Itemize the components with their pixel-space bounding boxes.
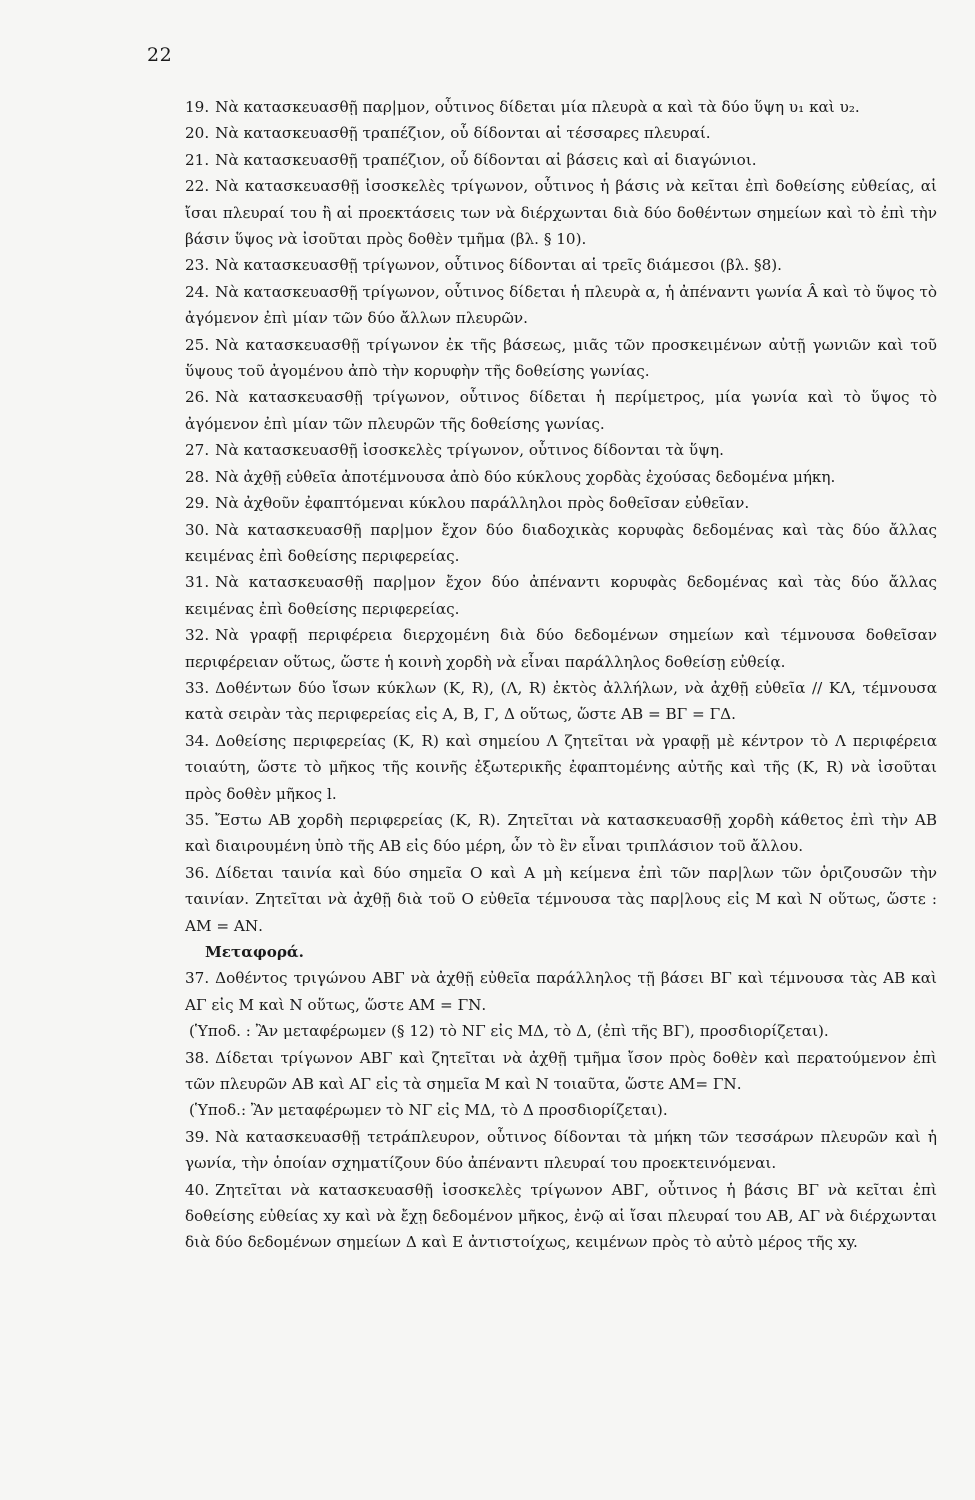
- exercise-number: 25.: [185, 335, 210, 354]
- exercise-text: Νὰ κατασκευασθῇ τραπέζιον, οὗ δίδονται αἱ βάσεις καὶ αἱ διαγώνιοι.: [215, 150, 757, 169]
- exercise-item: [185, 807, 937, 860]
- exercise-group-2: [185, 965, 937, 1255]
- exercise-text: Δοθείσης περιφερείας (Κ, R) καὶ σημείου Λ ζητεῖται νὰ γραφῇ μὲ κέντρον τὸ Λ περιφέρεια τοιαύτη, ὥστε τὸ μῆκος τῆς κοινῆς ἐξωτερικῆς ἐφαπτομένης αὐτῆς καὶ τῆς (Κ, R) νὰ ἰσοῦται πρὸς δοθὲν μῆκος l.: [185, 731, 937, 803]
- exercise-item: [185, 384, 937, 437]
- exercise-number: 27.: [185, 441, 210, 460]
- exercise-item: [185, 437, 937, 463]
- exercise-item: [185, 173, 937, 252]
- exercise-text: Νὰ κατασκευασθῇ παρ|μον ἔχον δύο διαδοχικὰς κορυφὰς δεδομένας καὶ τὰς δύο ἄλλας κειμένας ἐπὶ δοθείσης περιφερείας.: [185, 520, 937, 565]
- exercise-item: [185, 120, 937, 146]
- exercise-item: [185, 147, 937, 173]
- exercise-item: [185, 252, 937, 278]
- exercise-number: 28.: [185, 467, 210, 486]
- exercise-list: [185, 94, 937, 1256]
- exercise-text: Νὰ γραφῇ περιφέρεια διερχομένη διὰ δύο δεδομένων σημείων καὶ τέμνουσα δοθεῖσαν περιφέρειαν οὕτως, ὥστε ἡ κοινὴ χορδὴ νὰ εἶναι παράλληλος δοθείσῃ εὐθείᾳ.: [185, 626, 937, 671]
- exercise-item: [185, 965, 937, 1018]
- exercise-hint: (Ὑποδ. : Ἂν μεταφέρωμεν (§ 12) τὸ ΝΓ εἰς ΜΔ, τὸ Δ, (ἐπὶ τῆς ΒΓ), προσδιορίζεται).: [189, 1022, 829, 1041]
- exercise-item: [185, 675, 937, 728]
- exercise-text: Δίδεται τρίγωνον ΑΒΓ καὶ ζητεῖται νὰ ἀχθῇ τμῆμα ἴσον πρὸς δοθὲν καὶ περατούμενον ἐπὶ τῶν πλευρῶν ΑΒ καὶ ΑΓ εἰς τὰ σημεῖα Μ καὶ Ν τοιαῦτα, ὥστε ΑΜ= ΓΝ.: [185, 1048, 937, 1094]
- exercise-number: 36.: [185, 863, 210, 882]
- exercise-item: [185, 860, 937, 939]
- exercise-number: 35.: [185, 810, 210, 829]
- exercise-text: Νὰ κατασκευασθῇ ἰσοσκελὲς τρίγωνον, οὗτινος ἡ βάσις νὰ κεῖται ἐπὶ δοθείσης εὐθείας, αἱ ἴσαι πλευραί του ἢ αἱ προεκτάσεις των νὰ διέρχωνται διὰ δύο δοθέντων σημείων καὶ τὸ ἐπὶ τὴν βάσιν ὕψος νὰ ἰσοῦται πρὸς δοθὲν τμῆμα (βλ. § 10).: [185, 177, 937, 249]
- exercise-number: 23.: [185, 256, 210, 275]
- exercise-text: Δοθέντων δύο ἴσων κύκλων (Κ, R), (Λ, R) ἐκτὸς ἀλλήλων, νὰ ἀχθῇ εὐθεῖα // ΚΛ, τέμνουσα κατὰ σειρὰν τὰς περιφερείας εἰς Α, Β, Γ, Δ οὕτως, ὥστε ΑΒ = ΒΓ = ΓΔ.: [185, 678, 937, 724]
- exercise-item: [185, 622, 937, 675]
- exercise-text: Ζητεῖται νὰ κατασκευασθῇ ἰσοσκελὲς τρίγωνον ΑΒΓ, οὗτινος ἡ βάσις ΒΓ νὰ κεῖται ἐπὶ δοθείσης εὐθείας xy καὶ νὰ ἔχῃ δεδομένον μῆκος, ἐνῷ αἱ ἴσαι πλευραί του ΑΒ, ΑΓ νὰ διέρχωνται διὰ δύο δεδομένων σημείων Δ καὶ Ε ἀντιστοίχως, κειμένων πρὸς τὸ αὐτὸ μέρος τῆς xy.: [185, 1180, 937, 1252]
- exercise-text: Νὰ κατασκευασθῇ τρίγωνον, οὗτινος δίδεται ἡ περίμετρος, μία γωνία καὶ τὸ ὕψος τὸ ἀγόμενον ἐπὶ μίαν τῶν πλευρῶν τῆς δοθείσης γωνίας.: [185, 388, 937, 433]
- exercise-text: Νὰ ἀχθοῦν ἐφαπτόμεναι κύκλου παράλληλοι πρὸς δοθεῖσαν εὐθεῖαν.: [215, 494, 750, 513]
- exercise-number: 38.: [185, 1048, 210, 1067]
- exercise-number: 24.: [185, 282, 210, 301]
- exercise-number: 26.: [185, 388, 210, 407]
- exercise-number: 40.: [185, 1180, 210, 1199]
- exercise-item: [185, 332, 937, 385]
- exercise-number: 19.: [185, 98, 210, 116]
- exercise-text: Νὰ κατασκευασθῇ παρ|μον ἔχον δύο ἀπέναντι κορυφὰς δεδομένας καὶ τὰς δύο ἄλλας κειμένας ἐπὶ δοθείσης περιφερείας.: [185, 573, 937, 618]
- exercise-text: Δίδεται ταινία καὶ δύο σημεῖα Ο καὶ Α μὴ κείμενα ἐπὶ τῶν παρ|λων τῶν ὁριζουσῶν τὴν ταινίαν. Ζητεῖται νὰ ἀχθῇ διὰ τοῦ Ο εὐθεῖα τέμνουσα τὰς παρ|λους εἰς Μ καὶ Ν οὕτως, ὥστε : ΑΜ = ΑΝ.: [185, 863, 937, 935]
- exercise-text: Νὰ κατασκευασθῇ τραπέζιον, οὗ δίδονται αἱ τέσσαρες πλευραί.: [215, 124, 711, 143]
- exercise-number: 31.: [185, 573, 210, 592]
- exercise-text: Νὰ κατασκευασθῇ τρίγωνον, οὗτινος δίδεται ἡ πλευρὰ α, ἡ ἀπέναντι γωνία Â καὶ τὸ ὕψος τὸ ἀγόμενον ἐπὶ μίαν τῶν δύο ἄλλων πλευρῶν.: [185, 282, 937, 328]
- exercise-item: [185, 728, 937, 807]
- exercise-item: [185, 279, 937, 332]
- exercise-hint: (Ὑποδ.: Ἂν μεταφέρωμεν τὸ ΝΓ εἰς ΜΔ, τὸ Δ προσδιορίζεται).: [189, 1101, 668, 1120]
- exercise-text: Νὰ κατασκευασθῇ τρίγωνον ἐκ τῆς βάσεως, μιᾶς τῶν προσκειμένων αὐτῇ γωνιῶν καὶ τοῦ ὕψους τοῦ ἀγομένου ἀπὸ τὴν κορυφὴν τῆς δοθείσης γωνίας.: [185, 335, 937, 381]
- exercise-number: 37.: [185, 969, 210, 988]
- exercise-number: 20.: [185, 124, 210, 143]
- exercise-number: 30.: [185, 520, 210, 539]
- exercise-item: [185, 517, 937, 570]
- exercise-number: 22.: [185, 177, 210, 196]
- exercise-item: [185, 569, 937, 622]
- exercise-number: 34.: [185, 731, 210, 750]
- exercise-text: Νὰ κατασκευασθῇ ἰσοσκελὲς τρίγωνον, οὗτινος δίδονται τὰ ὕψη.: [215, 441, 724, 460]
- exercise-text: Νὰ ἀχθῇ εὐθεῖα ἀποτέμνουσα ἀπὸ δύο κύκλους χορδὰς ἐχούσας δεδομένα μήκη.: [215, 467, 836, 486]
- exercise-number: 29.: [185, 494, 210, 513]
- exercise-number: 32.: [185, 626, 210, 645]
- page-number: 22: [147, 44, 173, 66]
- exercise-text: Ἔστω ΑΒ χορδὴ περιφερείας (Κ, R). Ζητεῖται νὰ κατασκευασθῇ χορδὴ κάθετος ἐπὶ τὴν ΑΒ καὶ διαιρουμένη ὑπὸ τῆς ΑΒ εἰς δύο μέρη, ὧν τὸ ἓν εἶναι τριπλάσιον τοῦ ἄλλου.: [185, 810, 937, 856]
- exercise-text: Νὰ κατασκευασθῇ τετράπλευρον, οὗτινος δίδονται τὰ μήκη τῶν τεσσάρων πλευρῶν καὶ ἡ γωνία, τὴν ὁποίαν σχηματίζουν δύο ἀπέναντι πλευραί του προεκτεινόμεναι.: [185, 1127, 937, 1173]
- exercise-item: [185, 464, 937, 490]
- exercise-text: Νὰ κατασκευασθῇ τρίγωνον, οὗτινος δίδονται αἱ τρεῖς διάμεσοι (βλ. §8).: [215, 256, 783, 275]
- exercise-number: 39.: [185, 1127, 210, 1146]
- exercise-item: [185, 1124, 937, 1177]
- exercise-text: Δοθέντος τριγώνου ΑΒΓ νὰ ἀχθῇ εὐθεῖα παράλληλος τῇ βάσει ΒΓ καὶ τέμνουσα τὰς ΑΒ καὶ ΑΓ εἰς Μ καὶ Ν οὕτως, ὥστε ΑΜ = ΓΝ.: [185, 969, 937, 1014]
- exercise-text: Νὰ κατασκευασθῇ παρ|μον, οὗτινος δίδεται μία πλευρὰ α καὶ τὰ δύο ὕψη υ₁ καὶ υ₂.: [215, 98, 860, 116]
- exercise-group-1: [185, 94, 937, 939]
- exercise-item: [185, 490, 937, 516]
- section-heading: Μεταφορά.: [205, 943, 304, 961]
- exercise-number: 21.: [185, 150, 210, 169]
- exercise-number: 33.: [185, 678, 210, 697]
- exercise-item: [185, 1045, 937, 1098]
- exercise-item: [185, 94, 937, 120]
- exercise-item: [185, 1177, 937, 1256]
